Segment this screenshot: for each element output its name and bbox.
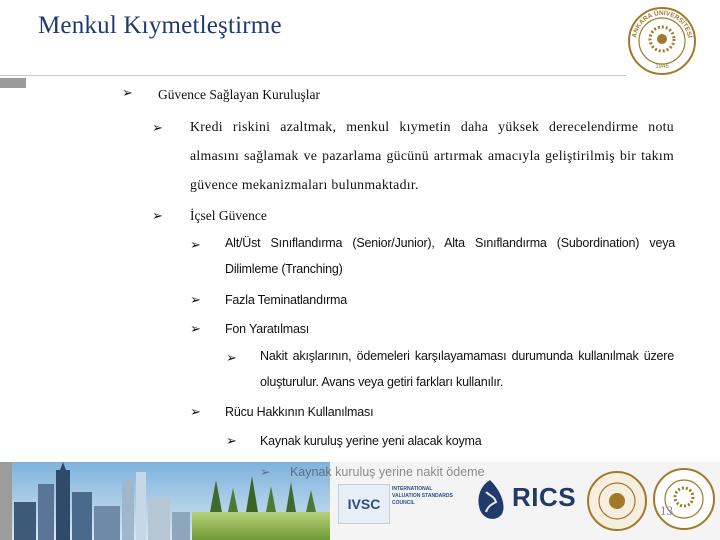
bullet-arrow-icon: ➢ bbox=[152, 120, 163, 135]
university-seal-logo bbox=[626, 4, 698, 78]
bullet-l3-rucu: Rücu Hakkının Kullanılması bbox=[225, 405, 374, 419]
seal-logo-2 bbox=[652, 466, 716, 532]
title-divider bbox=[0, 75, 626, 76]
bullet-arrow-icon: ➢ bbox=[190, 292, 201, 307]
bullet-arrow-icon: ➢ bbox=[226, 350, 237, 365]
bullet-l2-icsel: İçsel Güvence bbox=[190, 208, 267, 223]
footer-banner bbox=[0, 462, 720, 540]
bullet-l3-fon: Fon Yaratılması bbox=[225, 322, 310, 336]
bullet-arrow-icon: ➢ bbox=[190, 237, 201, 252]
bullet-l4-yeni-alacak: Kaynak kuruluş yerine yeni alacak koyma bbox=[260, 434, 482, 448]
bullet-l4-nakit-odeme: Kaynak kuruluş yerine nakit ödeme bbox=[289, 465, 485, 479]
bullet-l1: Güvence Sağlayan Kuruluşlar bbox=[158, 87, 320, 102]
bullet-arrow-icon: ➢ bbox=[152, 208, 163, 223]
bullet-l4-nakit-odeme-overlay bbox=[260, 462, 485, 482]
bullet-l3-fazla: Fazla Teminatlandırma bbox=[225, 293, 348, 307]
seal-logo-1 bbox=[586, 470, 648, 532]
left-accent-bar bbox=[0, 78, 26, 88]
bullet-arrow-icon: ➢ bbox=[190, 404, 201, 419]
bullet-arrow-icon: ➢ bbox=[260, 465, 271, 479]
rics-logo: RICS bbox=[512, 482, 577, 512]
logo-year: 1946 bbox=[655, 64, 669, 70]
ivsc-caption: INTERNATIONAL VALUATION STANDARDS COUNCIL bbox=[392, 486, 453, 506]
bullet-arrow-icon: ➢ bbox=[122, 85, 133, 100]
bullet-l3-alt-ust: Alt/Üst Sınıflandırma (Senior/Junior), Alta Sınıflandırma (Subordination) veya Dilimleme (Tranching) bbox=[225, 236, 675, 276]
page-number: 13 bbox=[660, 503, 673, 518]
logo-text: ANKARA ÜNİVERSİTESİ bbox=[631, 9, 693, 39]
slide-title: Menkul Kıymetleştirme bbox=[38, 12, 282, 39]
bullet-l2-kredi: Kredi riskini azaltmak, menkul kıymetin daha yüksek derecelendirme notu almasını sağlamak ve pazarlama gücünü artırmak amacıyla geliştirilmiş bir takım güvence mekanizmaları bulunmaktadır. bbox=[190, 119, 674, 192]
ivsc-logo-text: IVSC bbox=[347, 496, 381, 512]
bullet-l4-nakit: Nakit akışlarının, ödemeleri karşılayamaması durumunda kullanılmak üzere oluşturulur. Avans veya getiri farkları kullanılır. bbox=[260, 349, 674, 389]
lion-crest-icon bbox=[472, 478, 508, 524]
bullet-arrow-icon: ➢ bbox=[226, 433, 237, 448]
bullet-arrow-icon: ➢ bbox=[190, 321, 201, 336]
ivsc-logo bbox=[338, 484, 390, 524]
